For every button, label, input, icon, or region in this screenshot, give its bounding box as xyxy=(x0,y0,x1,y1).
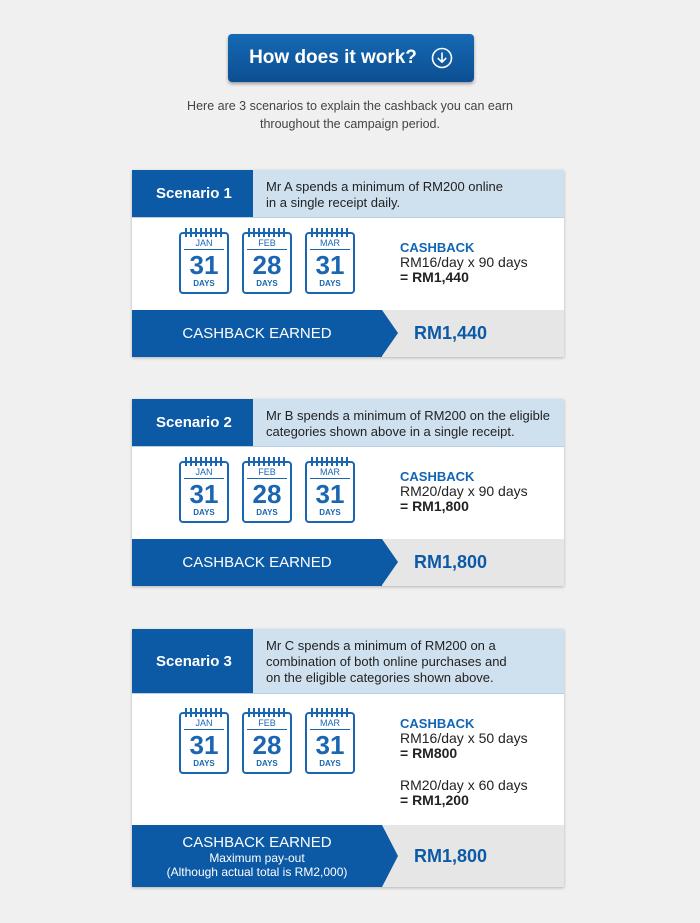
how-does-it-work-button[interactable] xyxy=(228,34,474,82)
calendar-icon-feb: FEB 28 DAYS xyxy=(242,712,292,774)
cashback-earned-bar xyxy=(132,310,564,357)
cashback-earned-bar xyxy=(132,825,564,887)
calendar-icon-mar: MAR 31 DAYS xyxy=(305,461,355,523)
scenario-body xyxy=(132,446,564,539)
scenario-label: Scenario 2 xyxy=(132,399,253,446)
cashback-earned-value: RM1,800 xyxy=(382,539,564,586)
intro-text: Here are 3 scenarios to explain the cashback you can earn throughout the campaign period. xyxy=(187,99,513,131)
scenario-body xyxy=(132,217,564,310)
scenario-label: Scenario 3 xyxy=(132,629,253,693)
calendar-icon-mar: MAR 31 DAYS xyxy=(305,712,355,774)
cashback-earned-value: RM1,440 xyxy=(382,310,564,357)
calendar-group xyxy=(179,232,355,294)
how-does-it-work-label: How does it work? xyxy=(249,47,417,68)
calendar-icon-mar: MAR 31 DAYS xyxy=(305,232,355,294)
calendar-icon-feb: FEB 28 DAYS xyxy=(242,232,292,294)
cashback-calculation: CASHBACK RM20/day x 90 days = RM1,800 xyxy=(400,469,528,514)
scenario-1-card xyxy=(132,170,564,357)
scenario-description: Mr A spends a minimum of RM200 online in a single receipt daily. xyxy=(266,179,503,210)
calendar-icon-jan: JAN 31 DAYS xyxy=(179,712,229,774)
cashback-earned-value: RM1,800 xyxy=(382,825,564,887)
scenario-3-card xyxy=(132,629,564,887)
actual-total-note: (Although actual total is RM2,000) xyxy=(166,864,348,879)
calendar-group xyxy=(179,712,355,774)
arrow-down-circle-icon xyxy=(431,47,453,69)
cashback-calculation: CASHBACK RM16/day x 90 days = RM1,440 xyxy=(400,240,528,285)
scenario-description: Mr C spends a minimum of RM200 on a combination of both online purchases and on the eligible categories shown above. xyxy=(266,638,507,685)
cashback-earned-label: CASHBACK EARNED Maximum pay-out (Although actual total is RM2,000) xyxy=(132,825,382,887)
calendar-icon-jan: JAN 31 DAYS xyxy=(179,461,229,523)
cashback-earned-label: CASHBACK EARNED xyxy=(132,310,382,357)
scenario-body xyxy=(132,693,564,825)
calendar-group xyxy=(179,461,355,523)
scenario-label: Scenario 1 xyxy=(132,170,253,217)
cashback-earned-label: CASHBACK EARNED xyxy=(132,539,382,586)
calendar-icon-jan: JAN 31 DAYS xyxy=(179,232,229,294)
cashback-calculation: CASHBACK RM16/day x 50 days = RM800 RM20/day x 60 days = RM1,200 xyxy=(400,716,528,808)
scenario-description: Mr B spends a minimum of RM200 on the eligible categories shown above in a single receipt. xyxy=(266,408,550,439)
calendar-icon-feb: FEB 28 DAYS xyxy=(242,461,292,523)
scenario-2-card xyxy=(132,399,564,586)
max-payout-label: Maximum pay-out xyxy=(209,850,305,865)
cashback-earned-bar xyxy=(132,539,564,586)
